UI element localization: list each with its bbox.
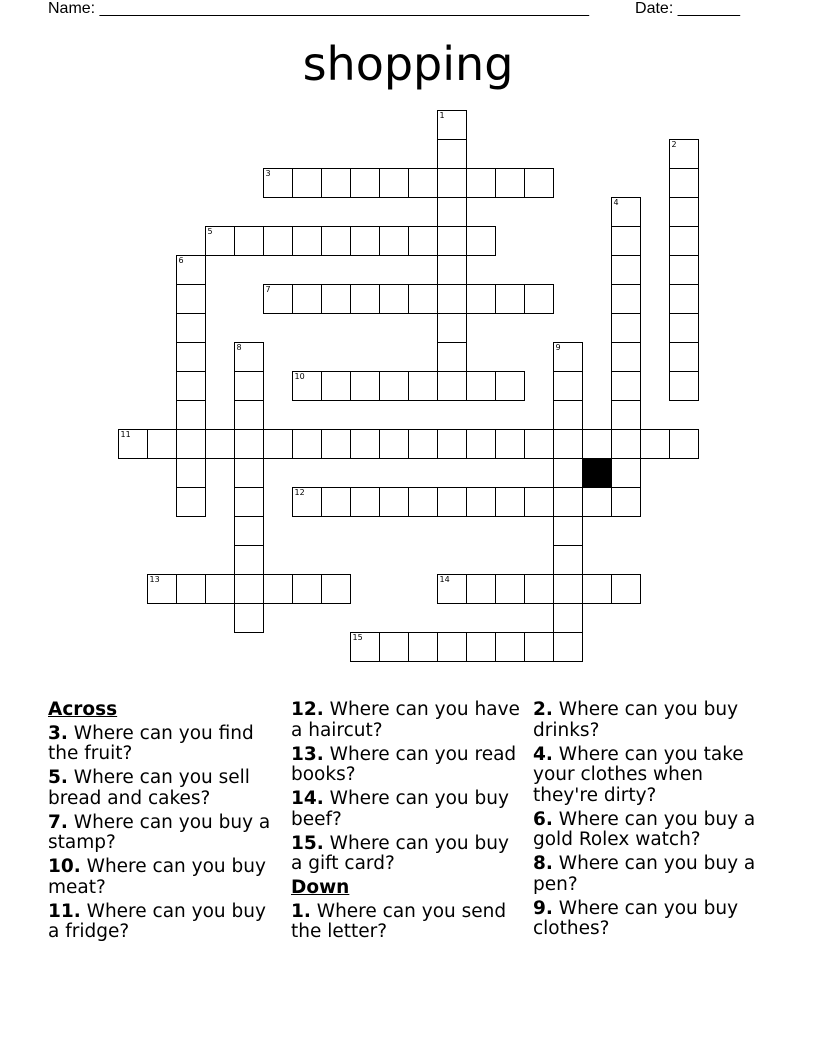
clue-item — [48, 813, 278, 854]
grid-cell[interactable] — [437, 342, 467, 372]
clue-item-text: Where can you buy meat? — [48, 856, 266, 898]
grid-cell[interactable] — [553, 574, 583, 604]
clue-item — [533, 854, 763, 895]
grid-cell[interactable] — [669, 197, 699, 227]
across-heading: Across — [48, 699, 118, 720]
grid-cell[interactable] — [176, 400, 206, 430]
grid-cell[interactable] — [524, 284, 554, 314]
clue-number: 5 — [207, 226, 213, 236]
grid-cell[interactable] — [495, 574, 525, 604]
grid-cell[interactable] — [176, 458, 206, 488]
clue-item — [533, 700, 763, 741]
down-heading: Down — [291, 877, 350, 898]
clue-item-number: 15. — [291, 832, 324, 854]
grid-cell[interactable] — [379, 226, 409, 256]
grid-cell[interactable] — [321, 284, 351, 314]
grid-cell[interactable] — [611, 197, 641, 227]
grid-cell[interactable] — [466, 429, 496, 459]
grid-cell[interactable] — [234, 429, 264, 459]
grid-cell[interactable] — [437, 110, 467, 140]
grid-cell[interactable] — [205, 226, 235, 256]
clue-item-number: 7. — [48, 811, 68, 833]
clue-item-number: 9. — [533, 897, 553, 919]
clue-item — [291, 745, 521, 786]
grid-cell[interactable] — [582, 574, 612, 604]
grid-cell[interactable] — [466, 226, 496, 256]
clue-item — [533, 810, 763, 851]
grid-cell[interactable] — [611, 342, 641, 372]
grid-cell[interactable] — [350, 371, 380, 401]
grid-cell[interactable] — [234, 516, 264, 546]
grid-cell[interactable] — [263, 284, 293, 314]
date-field[interactable]: Date: _______ — [635, 0, 740, 17]
grid-cell[interactable] — [437, 139, 467, 169]
grid-cell[interactable] — [553, 429, 583, 459]
grid-cell[interactable] — [669, 429, 699, 459]
clue-number: 11 — [120, 429, 131, 439]
grid-cell[interactable] — [495, 284, 525, 314]
grid-cell[interactable] — [437, 574, 467, 604]
grid-cell[interactable] — [292, 574, 322, 604]
grid-cell[interactable] — [553, 632, 583, 662]
clue-item-text: Where can you sell bread and cakes? — [48, 767, 250, 809]
grid-cell[interactable] — [524, 168, 554, 198]
grid-cell[interactable] — [321, 226, 351, 256]
clue-item — [291, 834, 521, 875]
clue-item-number: 6. — [533, 808, 553, 830]
clue-item-number: 4. — [533, 743, 553, 765]
clue-item-text: Where can you buy a gold Rolex watch? — [533, 808, 756, 850]
clue-column-1 — [48, 700, 278, 946]
grid-cell[interactable] — [321, 168, 351, 198]
clue-item-text: Where can you find the fruit? — [48, 722, 254, 764]
clue-item-text: Where can you read books? — [291, 743, 517, 785]
clue-number: 1 — [439, 110, 445, 120]
grid-cell[interactable] — [611, 458, 641, 488]
grid-cell[interactable] — [408, 429, 438, 459]
grid-cell[interactable] — [611, 371, 641, 401]
grid-cell[interactable] — [118, 429, 148, 459]
clue-item-number: 1. — [291, 900, 311, 922]
clue-item-number: 13. — [291, 743, 324, 765]
grid-cell[interactable] — [553, 545, 583, 575]
grid-cell[interactable] — [553, 516, 583, 546]
grid-cell[interactable] — [234, 400, 264, 430]
grid-cell[interactable] — [582, 487, 612, 517]
clue-item-text: Where can you buy a pen? — [533, 853, 756, 895]
grid-cell[interactable] — [292, 371, 322, 401]
grid-cell[interactable] — [611, 429, 641, 459]
grid-cell[interactable] — [379, 429, 409, 459]
clue-number: 12 — [294, 487, 305, 497]
grid-cell[interactable] — [553, 487, 583, 517]
clue-column-2 — [291, 700, 521, 946]
grid-cell[interactable] — [408, 168, 438, 198]
clue-item-text: Where can you buy beef? — [291, 788, 509, 830]
clue-number: 13 — [149, 574, 160, 584]
clue-number: 10 — [294, 371, 305, 381]
grid-cell[interactable] — [234, 371, 264, 401]
grid-cell[interactable] — [495, 429, 525, 459]
grid-cell[interactable] — [321, 371, 351, 401]
grid-cell[interactable] — [350, 429, 380, 459]
clue-item — [291, 700, 521, 741]
grid-cell[interactable] — [611, 574, 641, 604]
clue-number: 4 — [613, 197, 619, 207]
grid-cell[interactable] — [669, 168, 699, 198]
clue-item-text: Where can you have a haircut? — [291, 699, 520, 741]
grid-cell[interactable] — [611, 487, 641, 517]
grid-cell[interactable] — [263, 429, 293, 459]
grid-cell[interactable] — [437, 487, 467, 517]
grid-cell[interactable] — [379, 168, 409, 198]
grid-cell[interactable] — [176, 284, 206, 314]
grid-cell[interactable] — [669, 342, 699, 372]
grid-cell[interactable] — [437, 284, 467, 314]
clue-item-text: Where can you send the letter? — [291, 900, 507, 942]
grid-cell[interactable] — [437, 371, 467, 401]
clue-item-number: 3. — [48, 722, 68, 744]
grid-cell[interactable] — [466, 168, 496, 198]
grid-cell[interactable] — [437, 197, 467, 227]
grid-cell[interactable] — [205, 574, 235, 604]
grid-cell[interactable] — [234, 226, 264, 256]
clue-item-text: Where can you buy a stamp? — [48, 811, 271, 853]
grid-cell[interactable] — [640, 429, 670, 459]
grid-cell[interactable] — [611, 284, 641, 314]
grid-cell[interactable] — [553, 371, 583, 401]
grid-cell[interactable] — [437, 429, 467, 459]
grid-cell[interactable] — [321, 429, 351, 459]
clue-item-number: 11. — [48, 900, 81, 922]
grid-cell[interactable] — [350, 284, 380, 314]
grid-cell[interactable] — [669, 226, 699, 256]
clue-number: 7 — [265, 284, 271, 294]
grid-cell[interactable] — [553, 603, 583, 633]
clue-item-number: 12. — [291, 699, 324, 720]
grid-cell[interactable] — [437, 168, 467, 198]
grid-cell[interactable] — [176, 255, 206, 285]
clue-number: 8 — [236, 342, 242, 352]
grid-cell[interactable] — [582, 429, 612, 459]
grid-cell[interactable] — [466, 284, 496, 314]
grid-cell[interactable] — [234, 574, 264, 604]
grid-cell[interactable] — [669, 284, 699, 314]
grid-cell[interactable] — [466, 487, 496, 517]
grid-cell[interactable] — [379, 487, 409, 517]
clue-item-text: Where can you take your clothes when they're dirty? — [533, 743, 744, 806]
grid-cell[interactable] — [408, 371, 438, 401]
clue-number: 9 — [555, 342, 561, 352]
clue-item-text: Where can you buy clothes? — [533, 897, 739, 939]
grid-cell[interactable] — [495, 487, 525, 517]
grid-cell[interactable] — [495, 371, 525, 401]
grid-cell[interactable] — [292, 487, 322, 517]
grid-cell[interactable] — [263, 574, 293, 604]
grid-cell[interactable] — [234, 342, 264, 372]
clue-item — [48, 857, 278, 898]
clue-number: 2 — [671, 139, 677, 149]
clue-item-text: Where can you buy drinks? — [533, 699, 739, 741]
grid-cell[interactable] — [611, 255, 641, 285]
grid-cell[interactable] — [292, 284, 322, 314]
grid-cell[interactable] — [524, 487, 554, 517]
name-field[interactable]: Name: _______________________________________________________ — [48, 0, 589, 17]
grid-cell[interactable] — [321, 487, 351, 517]
clue-number: 3 — [265, 168, 271, 178]
grid-cell[interactable] — [350, 226, 380, 256]
grid-cell[interactable] — [350, 168, 380, 198]
clue-column-3 — [533, 700, 763, 943]
grid-cell[interactable] — [263, 168, 293, 198]
grid-cell[interactable] — [553, 400, 583, 430]
clue-item — [48, 902, 278, 943]
grid-cell[interactable] — [379, 284, 409, 314]
grid-cell[interactable] — [669, 313, 699, 343]
grid-cell[interactable] — [408, 284, 438, 314]
grid-cell[interactable] — [611, 226, 641, 256]
grid-cell[interactable] — [292, 429, 322, 459]
clue-item-number: 8. — [533, 853, 553, 874]
page-title: shopping — [302, 37, 514, 91]
grid-cell[interactable] — [611, 400, 641, 430]
grid-cell[interactable] — [205, 429, 235, 459]
clue-number: 14 — [439, 574, 450, 584]
grid-cell[interactable] — [292, 168, 322, 198]
grid-cell[interactable] — [176, 574, 206, 604]
grid-cell[interactable] — [495, 168, 525, 198]
black-cell — [582, 458, 612, 488]
grid-cell[interactable] — [176, 487, 206, 517]
grid-cell[interactable] — [234, 458, 264, 488]
grid-cell[interactable] — [147, 429, 177, 459]
grid-cell[interactable] — [466, 632, 496, 662]
grid-cell[interactable] — [437, 632, 467, 662]
grid-cell[interactable] — [437, 313, 467, 343]
clue-item — [291, 902, 521, 943]
grid-cell[interactable] — [466, 371, 496, 401]
grid-cell[interactable] — [408, 226, 438, 256]
clue-item-number: 2. — [533, 699, 553, 720]
grid-cell[interactable] — [234, 545, 264, 575]
clue-number: 6 — [178, 255, 184, 265]
grid-cell[interactable] — [321, 574, 351, 604]
grid-cell[interactable] — [176, 429, 206, 459]
grid-cell[interactable] — [495, 632, 525, 662]
grid-cell[interactable] — [408, 487, 438, 517]
grid-cell[interactable] — [437, 226, 467, 256]
grid-cell[interactable] — [350, 632, 380, 662]
grid-cell[interactable] — [234, 487, 264, 517]
grid-cell[interactable] — [611, 313, 641, 343]
grid-cell[interactable] — [524, 429, 554, 459]
clue-item-text: Where can you buy a fridge? — [48, 900, 266, 942]
grid-cell[interactable] — [176, 313, 206, 343]
clue-item-number: 10. — [48, 856, 81, 877]
grid-cell[interactable] — [437, 255, 467, 285]
clue-item-number: 14. — [291, 788, 324, 809]
clue-item — [48, 768, 278, 809]
grid-cell[interactable] — [408, 632, 438, 662]
grid-cell[interactable] — [263, 226, 293, 256]
grid-cell[interactable] — [553, 342, 583, 372]
grid-cell[interactable] — [669, 371, 699, 401]
grid-cell[interactable] — [524, 632, 554, 662]
grid-cell[interactable] — [379, 371, 409, 401]
clue-item — [48, 724, 278, 765]
grid-cell[interactable] — [350, 487, 380, 517]
grid-cell[interactable] — [176, 371, 206, 401]
grid-cell[interactable] — [292, 226, 322, 256]
grid-cell[interactable] — [379, 632, 409, 662]
grid-cell[interactable] — [524, 574, 554, 604]
grid-cell[interactable] — [176, 342, 206, 372]
clue-item-text: Where can you buy a gift card? — [291, 832, 509, 874]
clue-item — [533, 745, 763, 807]
grid-cell[interactable] — [234, 603, 264, 633]
grid-cell[interactable] — [669, 255, 699, 285]
grid-cell[interactable] — [669, 139, 699, 169]
clue-item — [533, 899, 763, 940]
clue-item-number: 5. — [48, 767, 68, 788]
grid-cell[interactable] — [553, 458, 583, 488]
clue-number: 15 — [352, 632, 363, 642]
grid-cell[interactable] — [147, 574, 177, 604]
clue-item — [291, 789, 521, 830]
grid-cell[interactable] — [466, 574, 496, 604]
